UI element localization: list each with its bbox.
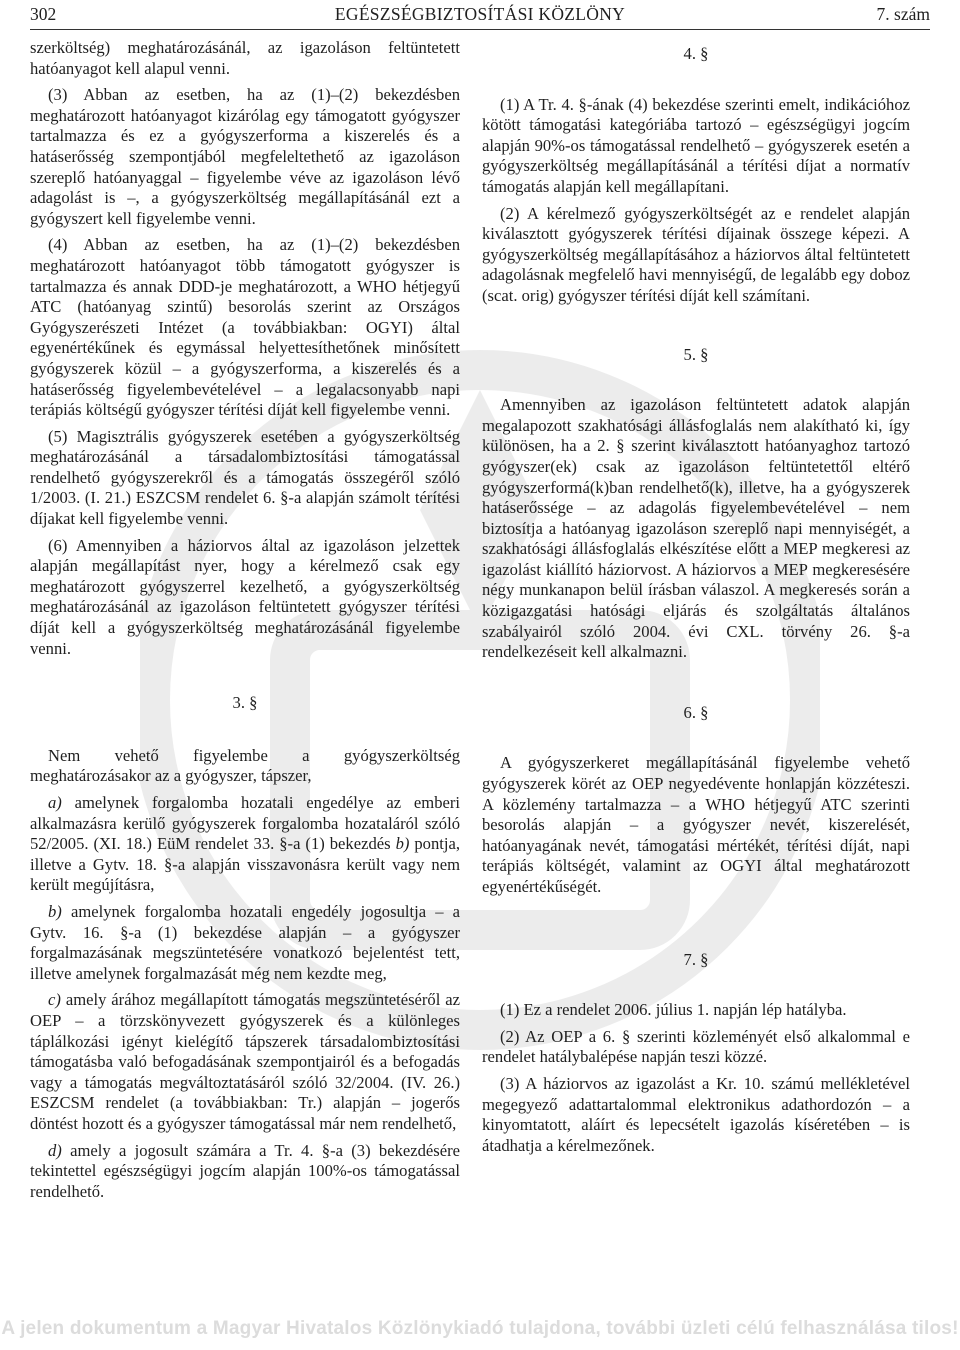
paragraph-continued: szerköltség) meghatározásánál, az igazoláson feltüntetett hatóanyagot kell alapul venni. <box>30 38 460 78</box>
point-a <box>30 793 460 896</box>
paragraph-2-6: (6) Amennyiben a háziorvos által az igazoláson jelzettek alapján megállapítást nyer, hogy a kérelmező csak egy meghatározott gyógyszerrel kezelhető, a gyógyszerköltség meghatározásánál az igazoláson feltüntetett gyógyszer térítési díját kell a gyógyszerköltség meghatározásánál figyelembe venni. <box>30 535 460 658</box>
point-a-text: amelynek forgalomba hozatali engedélye az emberi alkalmazásra kerülő gyógyszerek forgalomba hozataláról szóló 52/2005. (XI. 18.) EüM rendelet 33. §-a (1) bekezdés <box>30 793 460 854</box>
section-6-paragraph: A gyógyszerkeret megállapításánál figyelembe vehető gyógyszerek körét az OEP negyedévente honlapján közzéteszi. A közlemény tartalmazza – a WHO hétjegyű ATC szerinti besorolás alapján – a gyógyszer nevét, kiszerelését, hatóanyagának nevét, támogatási mértékét, térítési díját, napi terápiás költségét, valamint az OGYI által meghatározott egyenértékűségét. <box>482 753 910 896</box>
section-7-paragraph-1: (1) Ez a rendelet 2006. július 1. napján lép hatályba. <box>500 1000 847 1020</box>
section-heading-7: 7. § <box>683 949 709 969</box>
point-c-text: amely árához megállapított támogatás megszüntetéséről az OEP – a törzskönyvezett gyógyszerek és a különleges táplálkozási igényt kielégítő tápszerek társadalombiztosítási támogatásba való befogadásának szempontjairól és a befogadás vagy a támogatás megváltoztatásáról szóló 32/2004. (IV. 26.) ESZCSM rendelet (a továbbiakban: Tr.) alapján – jogerős döntést hozott és a gyógyszer támogatással már nem rendelhető, <box>30 990 460 1133</box>
section-heading-5: 5. § <box>683 344 709 364</box>
issue-number: 7. szám <box>876 4 930 24</box>
point-d <box>30 1141 460 1203</box>
page-number: 302 <box>30 4 57 24</box>
point-d-text: amely a jogosult számára a Tr. 4. §-a (3) bekezdésére tekintettel egészségügyi jogcím alapján 100%-os támogatással rendelhető. <box>30 1140 460 1201</box>
point-a-ref-label: b) <box>395 834 410 854</box>
point-c-label: c) <box>48 990 61 1010</box>
section-4-paragraph-1: (1) A Tr. 4. §-ának (4) bekezdése szerinti emelt, indikációhoz kötött támogatási kategóriába tartozó – egészségügyi jogcím alapján 90%-os támogatással rendelhető – gyógyszerek esetén a gyógyszerköltség megállapításánál a térítési díjat a normatív támogatás alapján kell megállapítani. <box>482 94 910 196</box>
header-divider <box>30 29 930 30</box>
section-4-paragraph-2: (2) A kérelmező gyógyszerköltségét az e rendelet alapján kiválasztott gyógyszerek térítési díjainak összege képezi. A gyógyszerköltség megállapításához a háziorvos által feltüntetett adagolásnak megfelelő havi mennyiségű, de legalább egy doboz (scat. orig) gyógyszer térítési díját kell számítani. <box>482 203 910 305</box>
left-column <box>30 38 460 1208</box>
copyright-notice: A jelen dokumentum a Magyar Hivatalos Közlönykiadó tulajdona, további üzleti célú felhasználása tilos! <box>1 1318 959 1339</box>
paragraph-2-5: (5) Magisztrális gyógyszerek esetében a gyógyszerköltség meghatározásánál a társadalombiztosítási támogatással rendelhető gyógyszerekről és a támogatás összegéről szóló 1/2003. (I. 21.) ESZCSM rendelet 6. §-a alapján számolt térítési díjakat kell figyelembe venni. <box>30 426 460 529</box>
section-7-paragraph-2: (2) Az OEP a 6. § szerinti közleményét első alkalommal e rendelet hatálybalépése napján teszi közzé. <box>482 1026 910 1067</box>
page-header <box>30 4 930 30</box>
point-b <box>30 902 460 984</box>
journal-title: EGÉSZSÉGBIZTOSÍTÁSI KÖZLÖNY <box>334 4 626 24</box>
section-7-paragraph-3: (3) A háziorvos az igazolást a Kr. 10. számú mellékletével megegyező adattartalommal elektronikus adathordozón – a kinyomtatott, aláírt és lepecsételt igazolás kíséretében – is átadhatja a kérelmezőnek. <box>482 1073 910 1155</box>
paragraph-2-4: (4) Abban az esetben, ha az (1)–(2) bekezdésben meghatározott hatóanyagot több támogatott gyógyszer is tartalmazza és annak DDD-je meghatározott, a WHO hétjegyű ATC (hatóanyag szintű) besorolás szerint az Országos Gyógyszerészeti Intézet (a továbbiakban: OGYI) által egyenértékűnek és egymással helyettesíthetőnek minősített gyógyszerek közül – a gyógyszerforma, a kiszerelés és a hatáserősség figyelembevételével – a legalacsonyabb napi terápiás költségű gyógyszer térítési díját kell figyelembe venni. <box>30 235 460 420</box>
point-a-text-2: pontja, illetve a Gytv. 18. §-a alapján visszavonásra került vagy nem került megújításra, <box>30 834 460 895</box>
section-5-paragraph: Amennyiben az igazoláson feltüntetett adatok alapján megalapozott szakhatósági állásfoglalás nem alakítható ki, így különösen, ha a 2. § szerint kiválasztott hatóanyaghoz tartozó gyógyszer(ek) csak az igazoláson feltüntetettől eltérő gyógyszerformá(k)ban rendelhető(k), illetve, ha a gyógyszerek hatáserőssége – az adagolás figyelembevételével – nem biztosítja a hatóanyag igazoláson szereplő napi mennyiségét, a szakhatósági állásfoglalás elkészítése előtt a MEP megkeresi az igazolást kiállító háziorvost. A háziorvos a MEP megkeresésére négy munkanapon belül írásban válaszol. A megkeresés során a közigazgatási hatósági eljárás és szolgáltatás általános szabályairól szóló 2004. évi CXL. törvény 26. §-a rendelkezéseit kell alkalmazni. <box>482 395 910 662</box>
point-b-text: amelynek forgalomba hozatali engedély jogosultja – a Gytv. 16. §-a (1) bekezdése alapján – a gyógyszer forgalmazásának megszüntetésére vonatkozó bejelentést tett, illetve amelynek forgalmazását még nem kezdte meg, <box>30 901 460 983</box>
point-c <box>30 990 460 1134</box>
right-column <box>482 38 910 1162</box>
section-heading-6: 6. § <box>683 702 709 722</box>
section-heading-4: 4. § <box>683 44 709 63</box>
point-d-label: d) <box>48 1140 62 1160</box>
paragraph-2-3: (3) Abban az esetben, ha az (1)–(2) bekezdésben meghatározott hatóanyagot kizárólag egy támogatott gyógyszer tartalmazza és ez a gyógyszerforma a kiszerelés és a hatáserősség szempontjából megfeleltethető az igazoláson szereplő hatóanyaggal – figyelembe véve az igazoláson lévő adagolást is –, a gyógyszerköltség megállapításánál ezt a gyógyszert kell figyelembe venni. <box>30 85 460 228</box>
point-b-label: b) <box>48 901 62 921</box>
section-heading-3: 3. § <box>232 693 258 713</box>
point-a-label: a) <box>48 793 62 812</box>
section-3-intro: Nem vehető figyelembe a gyógyszerköltség meghatározásakor az a gyógyszer, tápszer, <box>30 745 460 786</box>
